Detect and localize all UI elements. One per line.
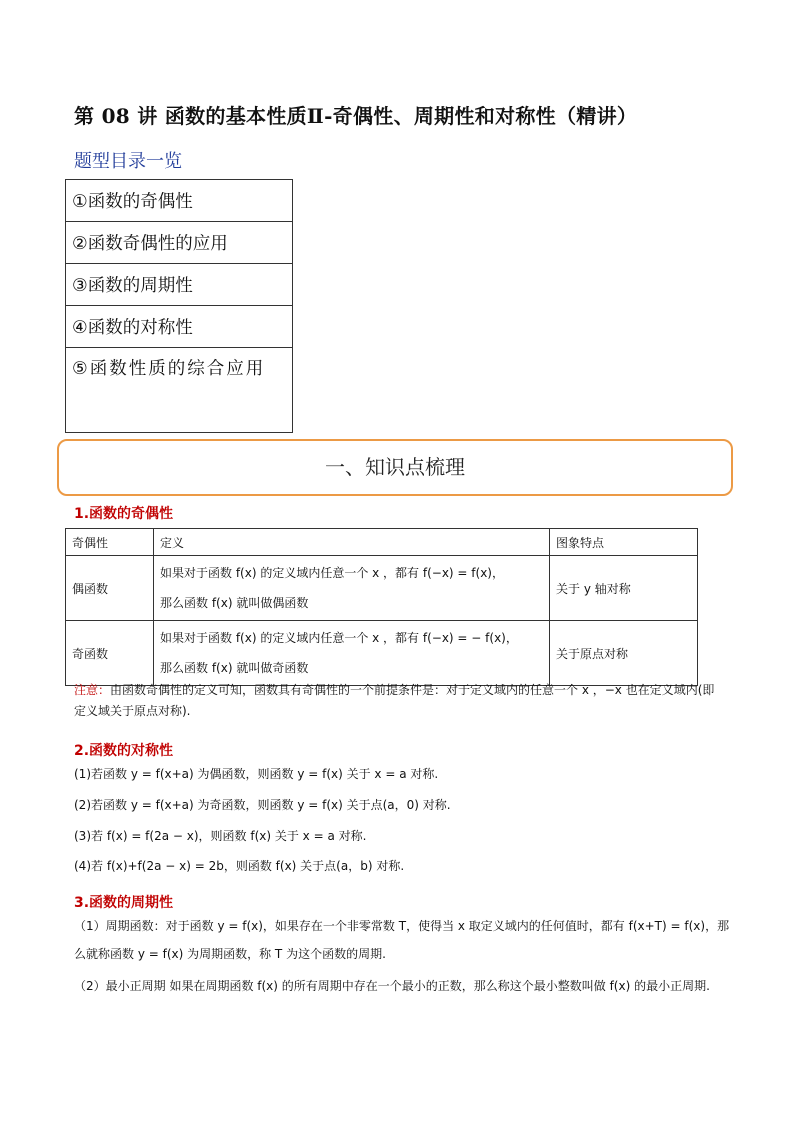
symmetry-item: (2)若函数 y = f(x+a) 为奇函数，则函数 y = f(x) 关于点(a，0) 对称. [74,798,451,812]
symmetry-item: (1)若函数 y = f(x+a) 为偶函数，则函数 y = f(x) 关于 x = a 对称. [74,767,439,781]
symmetry-item: (4)若 f(x)+f(2a − x) = 2b，则函数 f(x) 关于点(a，b) 对称. [74,859,405,873]
period-paragraph: （1）周期函数：对于函数 y = f(x)，如果存在一个非零常数 T，使得当 x 取定义域内的任何值时，都有 f(x+T) = f(x)，那么就称函数 y = f(x) 为周期函数，称 T 为这个函数的周期. [74,919,730,961]
table-cell-definition [154,621,550,686]
definition-line: 那么函数 f(x) 就叫做奇函数 [160,661,309,675]
catalog-item[interactable]: ⑤函数性质的综合应用 [72,359,266,379]
catalog-heading: 题型目录一览 [74,151,182,172]
catalog-item[interactable]: ③函数的周期性 [66,264,292,306]
section-heading-parity: 1.函数的奇偶性 [74,506,174,522]
table-header-row [66,529,698,556]
table-header: 图象特点 [550,529,698,556]
table-row [66,621,698,686]
definition-line: 如果对于函数 f(x) 的定义域内任意一个 x ，都有 f(−x) = f(x)， [160,566,504,580]
note-paragraph [74,680,724,722]
table-cell-type: 奇函数 [66,621,154,686]
definition-line: 那么函数 f(x) 就叫做偶函数 [160,596,309,610]
section-banner [57,439,733,496]
symmetry-item: (3)若 f(x) = f(2a − x)，则函数 f(x) 关于 x = a 对称. [74,829,367,843]
definition-line: 如果对于函数 f(x) 的定义域内任意一个 x ，都有 f(−x) = − f(x)， [160,631,518,645]
period-paragraph: （2）最小正周期 如果在周期函数 f(x) 的所有周期中存在一个最小的正数，那么称这个最小整数叫做 f(x) 的最小正周期. [74,979,710,993]
catalog-item[interactable]: ④函数的对称性 [66,306,292,348]
table-cell-feature: 关于 y 轴对称 [550,556,698,621]
catalog-item[interactable]: ①函数的奇偶性 [66,180,292,222]
section-heading-period: 3.函数的周期性 [74,895,174,911]
catalog-box [65,179,293,433]
table-cell-type: 偶函数 [66,556,154,621]
section-heading-symmetry: 2.函数的对称性 [74,743,174,759]
table-cell-feature: 关于原点对称 [550,621,698,686]
parity-table [65,528,698,686]
note-text: 由函数奇偶性的定义可知，函数具有奇偶性的一个前提条件是：对于定义域内的任意一个 x ，−x 也在定义域内(即定义域关于原点对称). [74,683,715,718]
table-header: 定义 [154,529,550,556]
table-row [66,556,698,621]
note-label: 注意： [74,683,111,697]
page-title: 第 08 讲 函数的基本性质Ⅱ-奇偶性、周期性和对称性（精讲） [74,104,638,128]
banner-text: 一、知识点梳理 [325,455,465,479]
catalog-item[interactable]: ②函数奇偶性的应用 [66,222,292,264]
table-header: 奇偶性 [66,529,154,556]
table-cell-definition [154,556,550,621]
